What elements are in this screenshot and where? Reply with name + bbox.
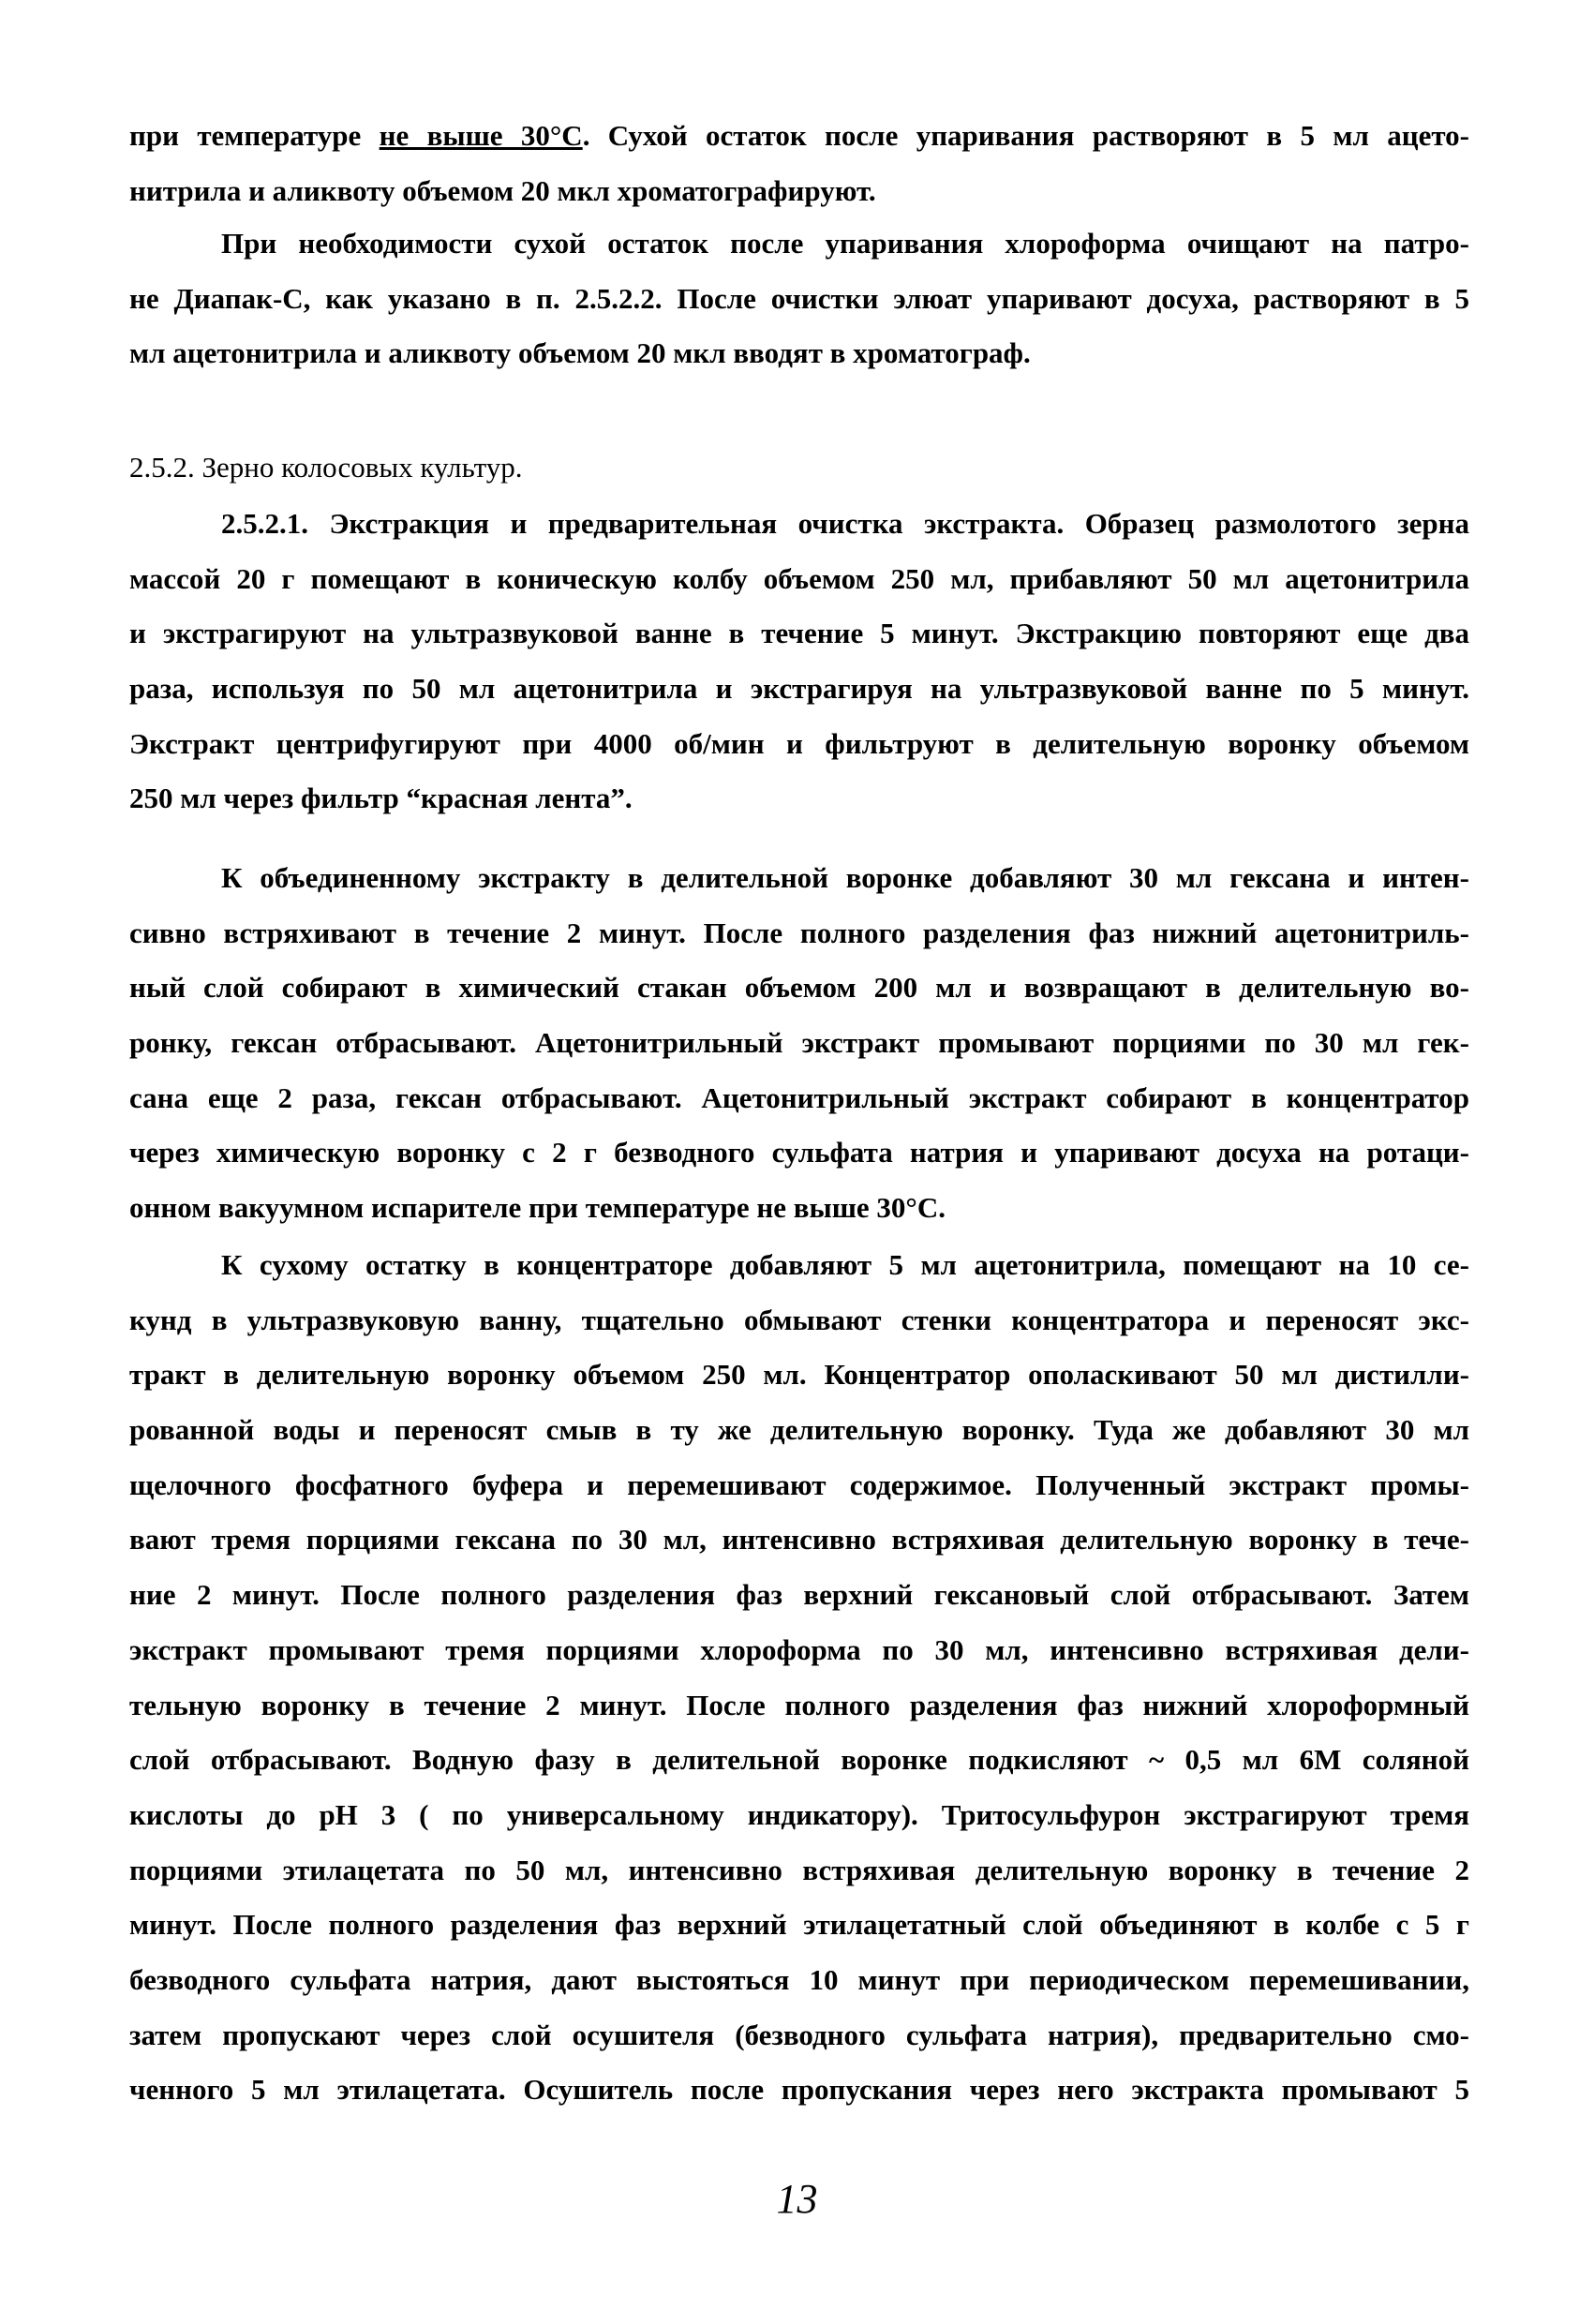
paragraph-continuation (129, 109, 1469, 218)
text-span: при температуре (129, 119, 380, 152)
text-line: безводного сульфата натрия, дают выстояться 10 минут при периодическом перемешивании, (129, 1962, 1469, 1996)
text-line: К сухому остатку в концентраторе добавляют 5 мл ацетонитрила, помещают на 10 се- (221, 1248, 1469, 1281)
text-line: К объединенному экстракту в делительной воронке добавляют 30 мл гексана и интен- (221, 861, 1469, 894)
text-line: тельную воронку в течение 2 минут. После полного разделения фаз нижний хлороформный (129, 1688, 1469, 1721)
section-heading (129, 440, 1469, 496)
text-line: кунд в ультразвуковую ванну, тщательно обмывают стенки концентратора и переносят экс- (129, 1303, 1469, 1336)
text-line: рованной воды и переносят смыв в ту же делительную воронку. Туда же добавляют 30 мл (129, 1413, 1469, 1447)
page-number: 13 (776, 2176, 818, 2222)
text-line: кислоты до рН 3 ( по универсальному индикатору). Тритосульфурон экстрагируют тремя (129, 1797, 1469, 1831)
text-line: 250 мл через фильтр “красная лента”. (129, 782, 633, 815)
text-line: через химическую воронку с 2 г безводного сульфата натрия и упаривают досуха на ротаци- (129, 1136, 1469, 1169)
text-line: нитрила и аликвоту объемом 20 мкл хроматографируют. (129, 173, 876, 207)
text-line: ронку, гексан отбрасывают. Ацетонитрильный экстракт промывают порциями по 30 мл гек- (129, 1026, 1469, 1060)
text-line: Экстракт центрифугируют при 4000 об/мин и фильтруют в делительную воронку объемом (129, 726, 1469, 760)
text-line: ние 2 минут. После полного разделения фаз верхний гексановый слой отбрасывают. Затем (129, 1578, 1469, 1612)
text-line: онном вакуумном испарителе при температуре не выше 30°С. (129, 1191, 946, 1225)
text-line: ный слой собирают в химический стакан объемом 200 мл и возвращают в делительную во- (129, 971, 1469, 1005)
text-span: . Сухой остаток после упаривания растворяют в 5 мл ацето- (582, 119, 1469, 152)
text-line: сивно встряхивают в течение 2 минут. После полного разделения фаз нижний ацетонитриль- (129, 916, 1469, 949)
text-line: экстракт промывают тремя порциями хлороформа по 30 мл, интенсивно встряхивая дели- (129, 1632, 1469, 1666)
text-line: минут. После полного разделения фаз верхний этилацетатный слой объединяют в колбе с 5 г (129, 1908, 1469, 1942)
heading-text: 2.5.2. Зерно колосовых культур. (129, 451, 523, 484)
text-line: порциями этилацетата по 50 мл, интенсивно встряхивая делительную воронку в течение 2 (129, 1853, 1469, 1886)
text-line: раза, используя по 50 мл ацетонитрила и экстрагируя на ультразвуковой ванне по 5 минут. (129, 672, 1469, 706)
text-line: щелочного фосфатного буфера и перемешивают содержимое. Полученный экстракт промы- (129, 1467, 1469, 1501)
underlined-text: не выше 30°С (379, 119, 583, 152)
text-line: слой отбрасывают. Водную фазу в делительной воронке подкисляют ~ 0,5 мл 6М соляной (129, 1743, 1469, 1777)
text-line: не Диапак-С, как указано в п. 2.5.2.2. После очистки элюат упаривают досуха, растворяют в 5 (129, 281, 1469, 315)
text-line: мл ацетонитрила и аликвоту объемом 20 мкл вводят в хроматограф. (129, 336, 1031, 370)
text-line: и экстрагируют на ультразвуковой ванне в течение 5 минут. Экстракцию повторяют еще два (129, 617, 1469, 650)
paragraph-dry-residue (129, 1238, 1469, 2118)
text-line: ченного 5 мл этилацетата. Осушитель после пропускания через него экстракта промывают 5 (129, 2073, 1469, 2107)
paragraph-extraction (129, 497, 1469, 827)
text-line (129, 109, 1469, 164)
text-line: сана еще 2 раза, гексан отбрасывают. Ацетонитрильный экстракт собирают в концентратор (129, 1080, 1469, 1114)
text-line: затем пропускают через слой осушителя (безводного сульфата натрия), предварительно смо- (129, 2018, 1469, 2051)
text-line: вают тремя порциями гексана по 30 мл, интенсивно встряхивая делительную воронку в тече- (129, 1523, 1469, 1557)
text-line: 2.5.2.1. Экстракция и предварительная очистка экстракта. Образец размолотого зерна (221, 507, 1469, 540)
text-line: При необходимости сухой остаток после упаривания хлороформа очищают на патро- (221, 227, 1469, 260)
text-line: тракт в делительную воронку объемом 250 мл. Концентратор ополаскивают 50 мл дистилли- (129, 1358, 1469, 1392)
text-line: массой 20 г помещают в коническую колбу объемом 250 мл, прибавляют 50 мл ацетонитрила (129, 561, 1469, 595)
paragraph-cleanup (129, 216, 1469, 381)
paragraph-hexane-wash (129, 851, 1469, 1236)
